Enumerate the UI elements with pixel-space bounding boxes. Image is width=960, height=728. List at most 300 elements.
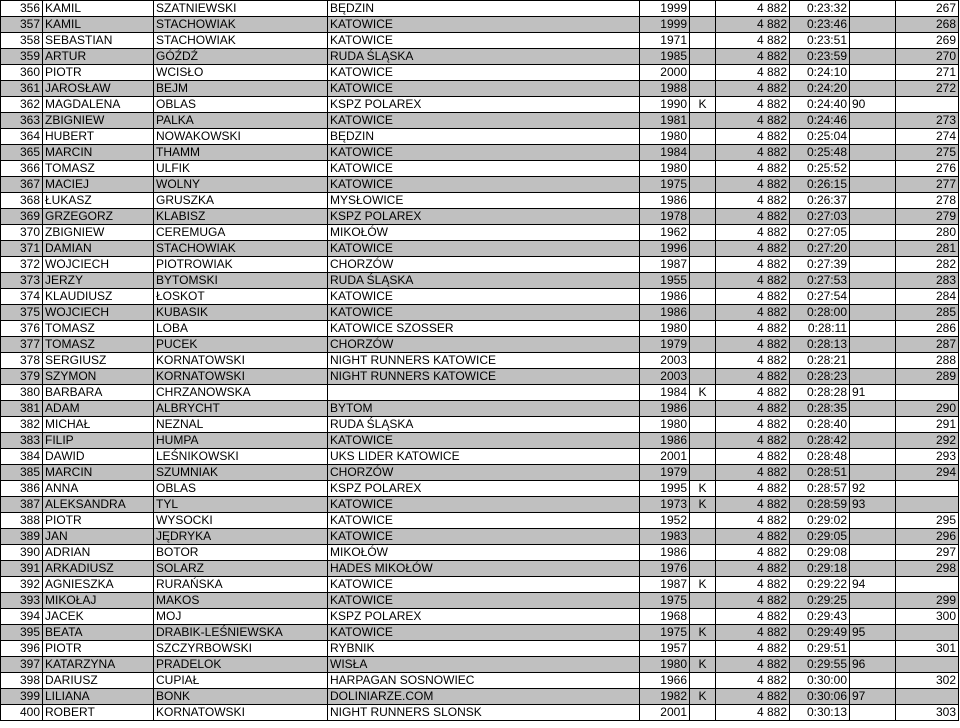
sex-cell xyxy=(690,305,716,321)
first-name-cell: SEBASTIAN xyxy=(43,33,154,49)
last-name-cell: STACHOWIAK xyxy=(154,17,328,33)
birth-year-cell: 1986 xyxy=(640,433,690,449)
number-cell: 4 882 xyxy=(716,273,790,289)
men-place-cell: 297 xyxy=(896,545,959,561)
sex-cell: K xyxy=(690,689,716,705)
time-cell: 0:30:13 xyxy=(790,705,850,721)
men-place-cell xyxy=(896,385,959,401)
first-name-cell: MARCIN xyxy=(43,145,154,161)
club-cell: NIGHT RUNNERS KATOWICE xyxy=(328,353,640,369)
place-cell: 366 xyxy=(1,161,43,177)
place-cell: 385 xyxy=(1,465,43,481)
women-place-cell xyxy=(850,593,896,609)
men-place-cell: 300 xyxy=(896,609,959,625)
last-name-cell: JĘDRYKA xyxy=(154,529,328,545)
birth-year-cell: 1975 xyxy=(640,625,690,641)
table-row xyxy=(1,561,959,577)
time-cell: 0:27:53 xyxy=(790,273,850,289)
table-row xyxy=(1,513,959,529)
women-place-cell xyxy=(850,241,896,257)
table-row xyxy=(1,353,959,369)
sex-cell xyxy=(690,465,716,481)
first-name-cell: BEATA xyxy=(43,625,154,641)
birth-year-cell: 2000 xyxy=(640,65,690,81)
club-cell: MIKOŁÓW xyxy=(328,545,640,561)
number-cell: 4 882 xyxy=(716,593,790,609)
women-place-cell xyxy=(850,561,896,577)
time-cell: 0:28:23 xyxy=(790,369,850,385)
place-cell: 362 xyxy=(1,97,43,113)
last-name-cell: LOBA xyxy=(154,321,328,337)
club-cell: KATOWICE xyxy=(328,17,640,33)
results-body xyxy=(1,1,959,721)
table-row xyxy=(1,705,959,721)
table-row xyxy=(1,49,959,65)
first-name-cell: JAROSŁAW xyxy=(43,81,154,97)
sex-cell xyxy=(690,529,716,545)
time-cell: 0:28:21 xyxy=(790,353,850,369)
club-cell: UKS LIDER KATOWICE xyxy=(328,449,640,465)
men-place-cell xyxy=(896,497,959,513)
last-name-cell: DRABIK-LEŚNIEWSKA xyxy=(154,625,328,641)
club-cell: KATOWICE xyxy=(328,529,640,545)
place-cell: 360 xyxy=(1,65,43,81)
birth-year-cell: 1975 xyxy=(640,177,690,193)
men-place-cell: 269 xyxy=(896,33,959,49)
time-cell: 0:24:40 xyxy=(790,97,850,113)
club-cell: HARPAGAN SOSNOWIEC xyxy=(328,673,640,689)
number-cell: 4 882 xyxy=(716,385,790,401)
sex-cell xyxy=(690,33,716,49)
time-cell: 0:23:32 xyxy=(790,1,850,17)
place-cell: 371 xyxy=(1,241,43,257)
place-cell: 378 xyxy=(1,353,43,369)
club-cell: RYBNIK xyxy=(328,641,640,657)
place-cell: 373 xyxy=(1,273,43,289)
place-cell: 397 xyxy=(1,657,43,673)
birth-year-cell: 1952 xyxy=(640,513,690,529)
table-row xyxy=(1,497,959,513)
table-row xyxy=(1,337,959,353)
number-cell: 4 882 xyxy=(716,321,790,337)
time-cell: 0:26:37 xyxy=(790,193,850,209)
place-cell: 398 xyxy=(1,673,43,689)
table-row xyxy=(1,161,959,177)
number-cell: 4 882 xyxy=(716,657,790,673)
place-cell: 390 xyxy=(1,545,43,561)
time-cell: 0:27:03 xyxy=(790,209,850,225)
women-place-cell xyxy=(850,513,896,529)
table-row xyxy=(1,209,959,225)
men-place-cell: 289 xyxy=(896,369,959,385)
women-place-cell: 97 xyxy=(850,689,896,705)
sex-cell xyxy=(690,257,716,273)
sex-cell xyxy=(690,273,716,289)
men-place-cell: 270 xyxy=(896,49,959,65)
birth-year-cell: 1986 xyxy=(640,289,690,305)
number-cell: 4 882 xyxy=(716,225,790,241)
number-cell: 4 882 xyxy=(716,289,790,305)
number-cell: 4 882 xyxy=(716,433,790,449)
place-cell: 370 xyxy=(1,225,43,241)
place-cell: 383 xyxy=(1,433,43,449)
first-name-cell: KLAUDIUSZ xyxy=(43,289,154,305)
first-name-cell: TOMASZ xyxy=(43,161,154,177)
club-cell: KATOWICE xyxy=(328,177,640,193)
men-place-cell: 271 xyxy=(896,65,959,81)
sex-cell xyxy=(690,177,716,193)
number-cell: 4 882 xyxy=(716,369,790,385)
number-cell: 4 882 xyxy=(716,337,790,353)
last-name-cell: THAMM xyxy=(154,145,328,161)
sex-cell xyxy=(690,609,716,625)
women-place-cell xyxy=(850,673,896,689)
table-row xyxy=(1,433,959,449)
women-place-cell xyxy=(850,353,896,369)
men-place-cell: 281 xyxy=(896,241,959,257)
time-cell: 0:28:42 xyxy=(790,433,850,449)
place-cell: 399 xyxy=(1,689,43,705)
women-place-cell xyxy=(850,65,896,81)
place-cell: 365 xyxy=(1,145,43,161)
last-name-cell: SZUMNIAK xyxy=(154,465,328,481)
table-row xyxy=(1,193,959,209)
sex-cell xyxy=(690,561,716,577)
place-cell: 363 xyxy=(1,113,43,129)
table-row xyxy=(1,33,959,49)
first-name-cell: LILIANA xyxy=(43,689,154,705)
women-place-cell xyxy=(850,705,896,721)
last-name-cell: CEREMUGA xyxy=(154,225,328,241)
birth-year-cell: 1986 xyxy=(640,193,690,209)
first-name-cell: JERZY xyxy=(43,273,154,289)
club-cell: KATOWICE xyxy=(328,497,640,513)
first-name-cell: ARTUR xyxy=(43,49,154,65)
sex-cell xyxy=(690,705,716,721)
birth-year-cell: 2003 xyxy=(640,369,690,385)
women-place-cell xyxy=(850,321,896,337)
women-place-cell xyxy=(850,369,896,385)
sex-cell xyxy=(690,433,716,449)
time-cell: 0:25:04 xyxy=(790,129,850,145)
birth-year-cell: 1999 xyxy=(640,1,690,17)
sex-cell xyxy=(690,593,716,609)
club-cell: KSPZ POLAREX xyxy=(328,481,640,497)
place-cell: 377 xyxy=(1,337,43,353)
men-place-cell xyxy=(896,625,959,641)
women-place-cell xyxy=(850,113,896,129)
time-cell: 0:26:15 xyxy=(790,177,850,193)
time-cell: 0:28:00 xyxy=(790,305,850,321)
number-cell: 4 882 xyxy=(716,97,790,113)
number-cell: 4 882 xyxy=(716,81,790,97)
birth-year-cell: 1986 xyxy=(640,305,690,321)
time-cell: 0:28:11 xyxy=(790,321,850,337)
table-row xyxy=(1,385,959,401)
women-place-cell: 95 xyxy=(850,625,896,641)
women-place-cell: 90 xyxy=(850,97,896,113)
sex-cell: K xyxy=(690,657,716,673)
sex-cell xyxy=(690,513,716,529)
club-cell: RUDA ŚLĄSKA xyxy=(328,49,640,65)
club-cell: KATOWICE xyxy=(328,305,640,321)
place-cell: 374 xyxy=(1,289,43,305)
first-name-cell: MARCIN xyxy=(43,465,154,481)
last-name-cell: WYSOCKI xyxy=(154,513,328,529)
last-name-cell: MOJ xyxy=(154,609,328,625)
birth-year-cell: 1987 xyxy=(640,257,690,273)
first-name-cell: HUBERT xyxy=(43,129,154,145)
first-name-cell: AGNIESZKA xyxy=(43,577,154,593)
club-cell: NIGHT RUNNERS SLONSK xyxy=(328,705,640,721)
club-cell: KATOWICE xyxy=(328,577,640,593)
number-cell: 4 882 xyxy=(716,561,790,577)
club-cell: CHORZÓW xyxy=(328,337,640,353)
sex-cell xyxy=(690,241,716,257)
time-cell: 0:27:39 xyxy=(790,257,850,273)
time-cell: 0:24:20 xyxy=(790,81,850,97)
time-cell: 0:28:13 xyxy=(790,337,850,353)
number-cell: 4 882 xyxy=(716,689,790,705)
first-name-cell: DAWID xyxy=(43,449,154,465)
number-cell: 4 882 xyxy=(716,145,790,161)
women-place-cell xyxy=(850,337,896,353)
table-row xyxy=(1,369,959,385)
table-row xyxy=(1,673,959,689)
sex-cell xyxy=(690,209,716,225)
place-cell: 386 xyxy=(1,481,43,497)
table-row xyxy=(1,577,959,593)
men-place-cell: 290 xyxy=(896,401,959,417)
last-name-cell: OBLAS xyxy=(154,97,328,113)
sex-cell xyxy=(690,193,716,209)
time-cell: 0:24:10 xyxy=(790,65,850,81)
men-place-cell: 295 xyxy=(896,513,959,529)
club-cell: RUDA ŚLĄSKA xyxy=(328,417,640,433)
last-name-cell: BEJM xyxy=(154,81,328,97)
men-place-cell: 275 xyxy=(896,145,959,161)
number-cell: 4 882 xyxy=(716,449,790,465)
time-cell: 0:29:18 xyxy=(790,561,850,577)
place-cell: 387 xyxy=(1,497,43,513)
men-place-cell: 267 xyxy=(896,1,959,17)
last-name-cell: KORNATOWSKI xyxy=(154,369,328,385)
time-cell: 0:28:51 xyxy=(790,465,850,481)
sex-cell xyxy=(690,49,716,65)
time-cell: 0:29:49 xyxy=(790,625,850,641)
women-place-cell xyxy=(850,161,896,177)
time-cell: 0:28:35 xyxy=(790,401,850,417)
table-row xyxy=(1,273,959,289)
time-cell: 0:28:40 xyxy=(790,417,850,433)
club-cell: KATOWICE SZOSSER xyxy=(328,321,640,337)
sex-cell xyxy=(690,353,716,369)
last-name-cell: BYTOMSKI xyxy=(154,273,328,289)
table-row xyxy=(1,465,959,481)
first-name-cell: BARBARA xyxy=(43,385,154,401)
time-cell: 0:23:46 xyxy=(790,17,850,33)
table-row xyxy=(1,81,959,97)
birth-year-cell: 1982 xyxy=(640,689,690,705)
place-cell: 357 xyxy=(1,17,43,33)
last-name-cell: PIOTROWIAK xyxy=(154,257,328,273)
time-cell: 0:30:00 xyxy=(790,673,850,689)
table-row xyxy=(1,65,959,81)
birth-year-cell: 1955 xyxy=(640,273,690,289)
last-name-cell: CUPIAŁ xyxy=(154,673,328,689)
women-place-cell xyxy=(850,401,896,417)
first-name-cell: KAMIL xyxy=(43,1,154,17)
time-cell: 0:29:05 xyxy=(790,529,850,545)
birth-year-cell: 1978 xyxy=(640,209,690,225)
club-cell: KATOWICE xyxy=(328,241,640,257)
women-place-cell xyxy=(850,545,896,561)
time-cell: 0:28:48 xyxy=(790,449,850,465)
men-place-cell xyxy=(896,97,959,113)
women-place-cell: 94 xyxy=(850,577,896,593)
birth-year-cell: 1996 xyxy=(640,241,690,257)
sex-cell xyxy=(690,113,716,129)
last-name-cell: PUCEK xyxy=(154,337,328,353)
time-cell: 0:29:02 xyxy=(790,513,850,529)
birth-year-cell: 1980 xyxy=(640,161,690,177)
club-cell: KATOWICE xyxy=(328,593,640,609)
women-place-cell xyxy=(850,305,896,321)
table-row xyxy=(1,113,959,129)
number-cell: 4 882 xyxy=(716,129,790,145)
club-cell: NIGHT RUNNERS KATOWICE xyxy=(328,369,640,385)
birth-year-cell: 1984 xyxy=(640,385,690,401)
table-row xyxy=(1,417,959,433)
club-cell: MIKOŁÓW xyxy=(328,225,640,241)
table-row xyxy=(1,257,959,273)
birth-year-cell: 1986 xyxy=(640,401,690,417)
first-name-cell: KAMIL xyxy=(43,17,154,33)
women-place-cell xyxy=(850,209,896,225)
number-cell: 4 882 xyxy=(716,609,790,625)
women-place-cell xyxy=(850,417,896,433)
last-name-cell: MAKOS xyxy=(154,593,328,609)
club-cell: KATOWICE xyxy=(328,33,640,49)
table-row xyxy=(1,145,959,161)
first-name-cell: ANNA xyxy=(43,481,154,497)
men-place-cell: 285 xyxy=(896,305,959,321)
time-cell: 0:23:51 xyxy=(790,33,850,49)
men-place-cell: 284 xyxy=(896,289,959,305)
club-cell: KSPZ POLAREX xyxy=(328,609,640,625)
table-row xyxy=(1,321,959,337)
men-place-cell: 293 xyxy=(896,449,959,465)
birth-year-cell: 1966 xyxy=(640,673,690,689)
club-cell: KATOWICE xyxy=(328,433,640,449)
first-name-cell: MICHAŁ xyxy=(43,417,154,433)
men-place-cell xyxy=(896,689,959,705)
last-name-cell: HUMPA xyxy=(154,433,328,449)
number-cell: 4 882 xyxy=(716,65,790,81)
place-cell: 367 xyxy=(1,177,43,193)
first-name-cell: ADAM xyxy=(43,401,154,417)
women-place-cell xyxy=(850,81,896,97)
men-place-cell: 272 xyxy=(896,81,959,97)
table-row xyxy=(1,657,959,673)
place-cell: 358 xyxy=(1,33,43,49)
last-name-cell: GRUSZKA xyxy=(154,193,328,209)
first-name-cell: PIOTR xyxy=(43,65,154,81)
birth-year-cell: 1980 xyxy=(640,417,690,433)
men-place-cell: 283 xyxy=(896,273,959,289)
table-row xyxy=(1,625,959,641)
first-name-cell: ŁUKASZ xyxy=(43,193,154,209)
place-cell: 396 xyxy=(1,641,43,657)
last-name-cell: SZATNIEWSKI xyxy=(154,1,328,17)
sex-cell xyxy=(690,289,716,305)
number-cell: 4 882 xyxy=(716,1,790,17)
number-cell: 4 882 xyxy=(716,673,790,689)
men-place-cell: 288 xyxy=(896,353,959,369)
women-place-cell: 91 xyxy=(850,385,896,401)
first-name-cell: ZBIGNIEW xyxy=(43,113,154,129)
men-place-cell xyxy=(896,481,959,497)
number-cell: 4 882 xyxy=(716,529,790,545)
sex-cell xyxy=(690,81,716,97)
table-row xyxy=(1,401,959,417)
time-cell: 0:28:57 xyxy=(790,481,850,497)
club-cell: KATOWICE xyxy=(328,113,640,129)
number-cell: 4 882 xyxy=(716,465,790,481)
table-row xyxy=(1,97,959,113)
club-cell: BĘDZIN xyxy=(328,1,640,17)
first-name-cell: SERGIUSZ xyxy=(43,353,154,369)
men-place-cell: 276 xyxy=(896,161,959,177)
men-place-cell: 296 xyxy=(896,529,959,545)
first-name-cell: JACEK xyxy=(43,609,154,625)
birth-year-cell: 1968 xyxy=(640,609,690,625)
last-name-cell: PRADELOK xyxy=(154,657,328,673)
table-row xyxy=(1,689,959,705)
first-name-cell: ROBERT xyxy=(43,705,154,721)
club-cell: KATOWICE xyxy=(328,625,640,641)
number-cell: 4 882 xyxy=(716,513,790,529)
place-cell: 379 xyxy=(1,369,43,385)
birth-year-cell: 1981 xyxy=(640,113,690,129)
number-cell: 4 882 xyxy=(716,113,790,129)
women-place-cell xyxy=(850,465,896,481)
club-cell: CHORZÓW xyxy=(328,257,640,273)
table-row xyxy=(1,545,959,561)
women-place-cell: 96 xyxy=(850,657,896,673)
time-cell: 0:24:46 xyxy=(790,113,850,129)
club-cell: BĘDZIN xyxy=(328,129,640,145)
club-cell: KATOWICE xyxy=(328,513,640,529)
table-row xyxy=(1,129,959,145)
number-cell: 4 882 xyxy=(716,705,790,721)
first-name-cell: ADRIAN xyxy=(43,545,154,561)
women-place-cell xyxy=(850,145,896,161)
time-cell: 0:29:51 xyxy=(790,641,850,657)
time-cell: 0:29:25 xyxy=(790,593,850,609)
sex-cell xyxy=(690,129,716,145)
place-cell: 375 xyxy=(1,305,43,321)
first-name-cell: ZBIGNIEW xyxy=(43,225,154,241)
birth-year-cell: 1979 xyxy=(640,465,690,481)
number-cell: 4 882 xyxy=(716,497,790,513)
number-cell: 4 882 xyxy=(716,177,790,193)
time-cell: 0:27:05 xyxy=(790,225,850,241)
women-place-cell xyxy=(850,289,896,305)
last-name-cell: OBLAS xyxy=(154,481,328,497)
sex-cell xyxy=(690,673,716,689)
club-cell: HADES MIKOŁÓW xyxy=(328,561,640,577)
